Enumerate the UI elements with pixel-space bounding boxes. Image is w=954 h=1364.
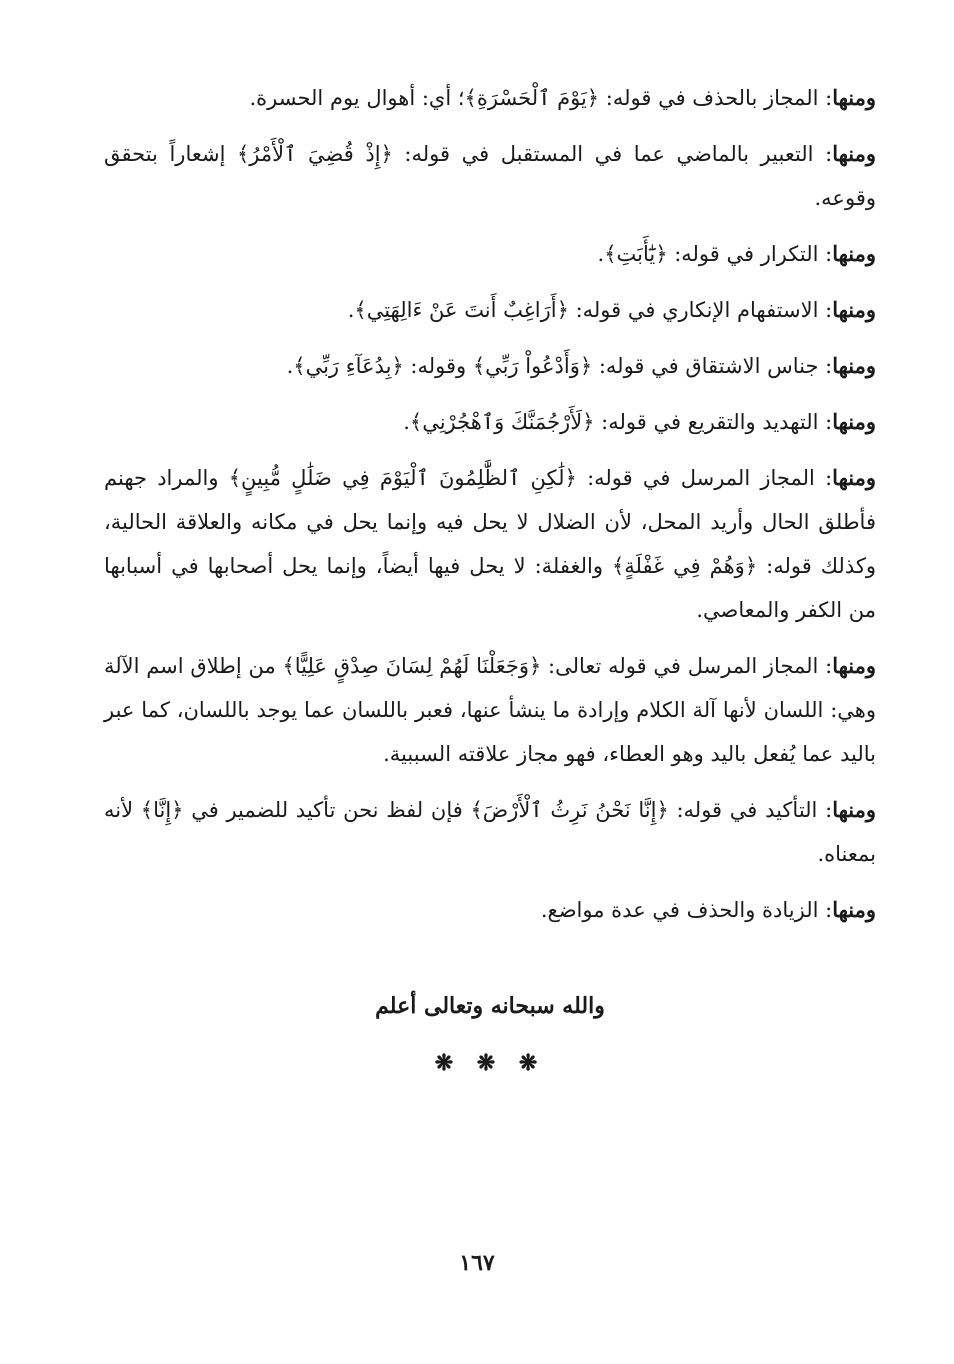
quran-quote: ﴿إِنَّا نَحْنُ نَرِثُ ٱلْأَرْضَ﴾	[470, 798, 669, 822]
paragraph	[104, 76, 876, 120]
paragraph-lead: ومنها	[832, 465, 876, 490]
closing-formula: والله سبحانه وتعالى أعلم	[375, 993, 605, 1019]
paragraph-text: : المجاز المرسل في قوله تعالى:	[541, 654, 833, 678]
paragraph	[104, 288, 876, 332]
paragraph	[104, 344, 876, 388]
paragraph	[104, 888, 876, 932]
paragraph-text: : التهديد والتقريع في قوله:	[594, 410, 833, 434]
quran-quote: ﴿يَٰٓأَبَتِ﴾	[604, 242, 668, 266]
section-separator: ❋ ❋ ❋	[434, 1050, 546, 1076]
quran-quote: ﴿لَٰكِنِ ٱلظَّٰلِمُونَ ٱلْيَوْمَ فِي ضَلَٰلٍ مُّبِينٍ﴾	[228, 466, 577, 490]
page-number: ١٦٧	[459, 1250, 495, 1276]
paragraph-text: .	[403, 410, 410, 434]
quran-quote: ﴿وَجَعَلْنَا لَهُمْ لِسَانَ صِدْقٍ عَلِيًّا﴾	[282, 654, 542, 678]
paragraph-lead: ومنها	[832, 241, 876, 266]
paragraph	[104, 400, 876, 444]
paragraph	[104, 232, 876, 276]
paragraph-text: : جناس الاشتقاق في قوله:	[592, 354, 833, 378]
paragraph-lead: ومنها	[832, 85, 876, 110]
quran-quote: ﴿أَرَاغِبٌ أَنتَ عَنْ ءَالِهَتِي﴾	[354, 298, 569, 322]
paragraph-text: .	[597, 242, 605, 266]
paragraph-lead: ومنها	[832, 409, 876, 434]
paragraph-lead: ومنها	[832, 353, 876, 378]
paragraph-text: ؛ أي: أهوال يوم الحسرة.	[249, 86, 465, 110]
paragraph	[104, 132, 876, 220]
paragraph-lead: ومنها	[832, 297, 876, 322]
paragraph-text: فإن لفظ نحن تأكيد للضمير في ﴿إِنَّا﴾ لأنه بمعناه.	[104, 798, 876, 866]
paragraph-lead: ومنها	[832, 653, 876, 678]
paragraph-lead: ومنها	[832, 897, 876, 922]
paragraph-lead: ومنها	[832, 141, 876, 166]
quran-quote: ﴿يَوْمَ ٱلْحَسْرَةِ﴾	[464, 86, 600, 110]
quran-quote: ﴿لَأَرْجُمَنَّكَ وَٱهْجُرْنِي﴾	[409, 410, 595, 434]
paragraph	[104, 788, 876, 876]
paragraph-text: : التعبير بالماضي عما في المستقبل في قوله:	[392, 142, 833, 166]
page-body	[104, 76, 876, 952]
quran-quote: ﴿إِذْ قُضِيَ ٱلْأَمْرُ﴾	[237, 142, 393, 166]
paragraph-text: والمراد جهنم فأطلق الحال وأريد المحل، لأن الضلال لا يحل فيه وإنما يحل في مكانه والعلاقة الحالية، وكذلك قوله: ﴿وَهُمْ فِي غَفْلَةٍ﴾ والغفلة: لا يحل فيها أيضاً، وإنما يحل أصحابها في أسبابها من الكفر والمعاصي.	[104, 466, 876, 622]
paragraph-text: : المجاز بالحذف في قوله:	[599, 86, 833, 110]
paragraph-text: من إطلاق اسم الآلة وهي: اللسان لأنها آلة الكلام وإرادة ما ينشأ عنها، فعبر باللسان عما يوجد باللسان، كما عبر باليد عما يُفعل باليد وهو العطاء، فهو مجاز علاقته السببية.	[104, 654, 876, 766]
paragraph-text: : التأكيد في قوله:	[668, 798, 833, 822]
paragraph-text: : الاستفهام الإنكاري في قوله:	[568, 298, 833, 322]
paragraph-lead: ومنها	[832, 797, 877, 822]
paragraph-text: إشعاراً بتحقق وقوعه.	[104, 142, 876, 210]
paragraph-text: : الزيادة والحذف في عدة مواضع.	[540, 898, 833, 922]
paragraph-text: .	[347, 298, 355, 322]
paragraph	[104, 644, 876, 776]
paragraph-text: : المجاز المرسل في قوله:	[576, 466, 833, 490]
paragraph-text: : التكرار في قوله:	[667, 242, 833, 266]
paragraph	[104, 456, 876, 632]
quran-quote: ﴿وَأَدْعُواْ رَبِّي﴾	[472, 354, 593, 378]
paragraph-text: وقوله: ﴿بِدُعَآءِ رَبِّي﴾.	[286, 354, 473, 378]
